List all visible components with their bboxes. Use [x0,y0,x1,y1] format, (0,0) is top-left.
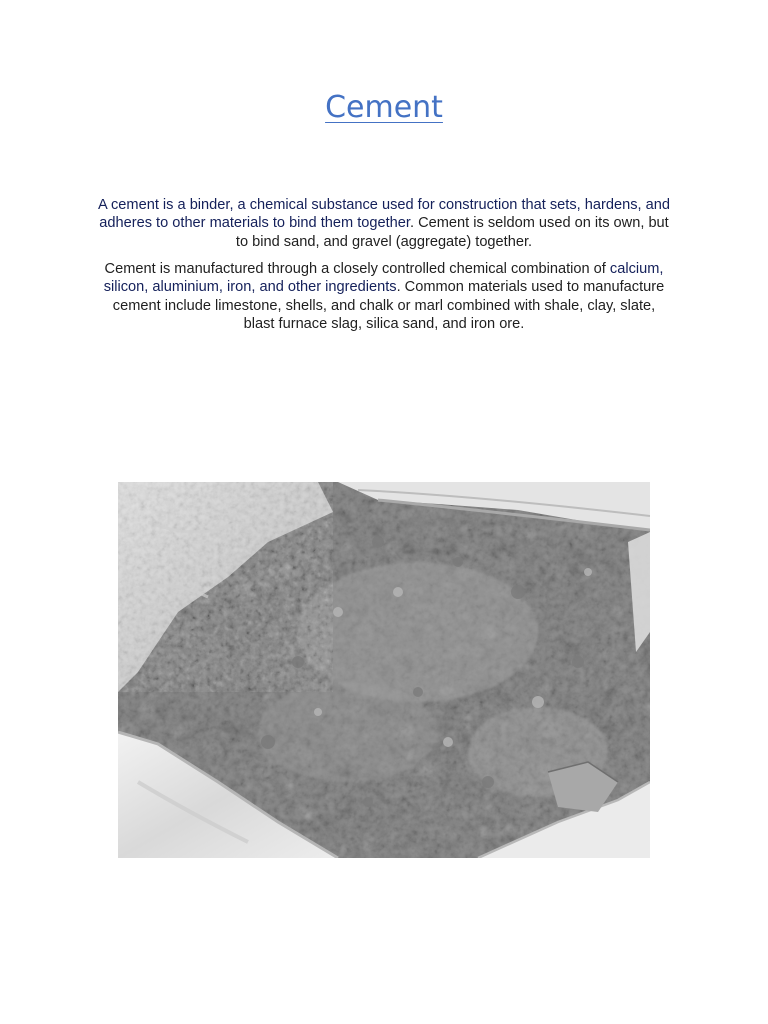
manufacture-lead: Cement is manufactured through a closely controlled chemical combination of [104,261,610,277]
paragraph-manufacture [96,260,672,333]
cement-photo [118,482,650,858]
definition-rest: . Cement is seldom used on its own, but to bind sand, and gravel (aggregate) together. [235,215,669,250]
page-title: Cement [325,90,443,125]
definition-highlight: A cement is a binder, a chemical substance used for construction that sets, hardens, and adheres to other materials to bind them together [98,197,670,232]
manufacture-highlight: calcium, silicon, aluminium, iron, and other ingredients [103,261,664,296]
paragraph-definition [92,196,676,251]
manufacture-rest: . Common materials used to manufacture cement include limestone, shells, and chalk or marl combined with shale, clay, slate, blast furnace slag, silica sand, and iron ore. [112,279,665,332]
cement-photo-illustration [118,482,650,858]
